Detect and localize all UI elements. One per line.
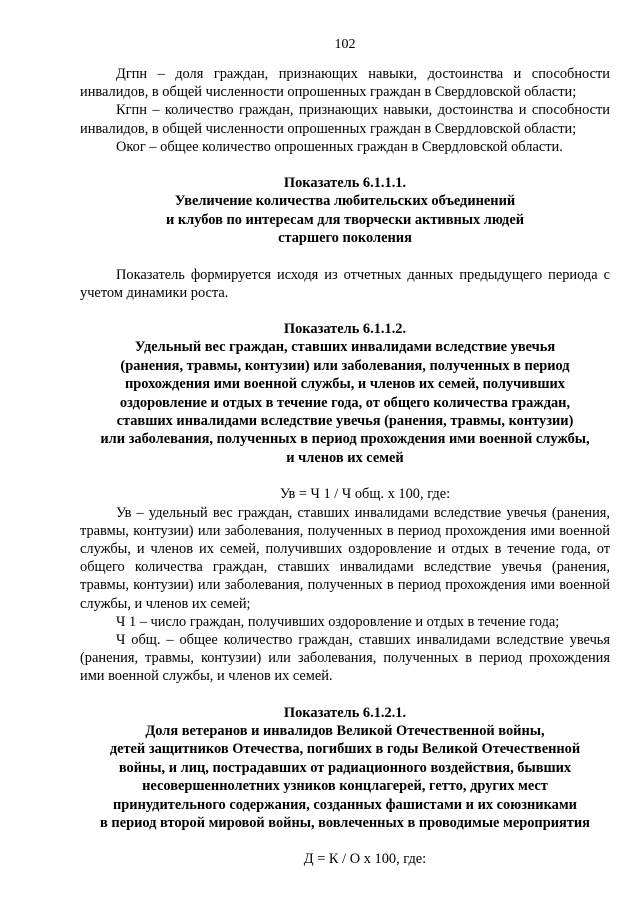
indicator-title-line: или заболевания, полученных в период прохождения ими военной службы, [100, 431, 590, 448]
definition-uv: Ув – удельный вес граждан, ставших инвалидами вследствие увечья (ранения, травмы, контузии) или заболевания, полученных в период прохождения ими военной службы, и членов их семей, получивших оздоровление и отдых в течение года, от общего количества граждан, ставших инвалидами вследствие увечья (ранения, травмы, контузии) или заболевания, полученных в период прохождения ими военной службы, и членов их семей; [80, 504, 610, 612]
indicator-label: Показатель 6.1.2.1. [283, 704, 407, 721]
indicator-title-line: несовершеннолетних узников концлагерей, гетто, других мест [142, 778, 548, 795]
document-page [80, 36, 610, 869]
indicator-title-line: принудительного содержания, созданных фашистами и их союзниками [113, 796, 577, 813]
formula-d: Д = К / О х 100, где: [303, 851, 427, 868]
indicator-label: Показатель 6.1.1.1. [283, 175, 407, 192]
indicator-title-line: Увеличение количества любительских объединений [174, 193, 516, 210]
indicator-label: Показатель 6.1.1.2. [283, 321, 407, 338]
definition-kgpn: Кгпн – количество граждан, признающих навыки, достоинства и способности инвалидов, в общей численности опрошенных граждан в Свердловской области; [80, 102, 610, 137]
definition-dgpn: Дгпн – доля граждан, признающих навыки, достоинства и способности инвалидов, в общей численности опрошенных граждан в Свердловской области; [80, 66, 610, 101]
indicator-title-line: и клубов по интересам для творчески активных людей [165, 211, 525, 228]
formula-uv: Ув = Ч 1 / Ч общ. х 100, где: [279, 486, 451, 503]
indicator-title-line: старшего поколения [278, 230, 412, 247]
indicator-title-line: ставших инвалидами вследствие увечья (ранения, травмы, контузии) [116, 413, 574, 430]
indicator-title-line: Удельный вес граждан, ставших инвалидами вследствие увечья [134, 339, 556, 356]
indicator-6-1-2-1-heading [80, 704, 610, 833]
indicator-6-1-1-2-heading [80, 320, 610, 467]
indicator-6-1-1-1-heading [80, 174, 610, 248]
indicator-title-line: войны, и лиц, пострадавших от радиационного воздействия, бывших [118, 759, 572, 776]
indicator-6-1-1-1-text: Показатель формируется исходя из отчетных данных предыдущего периода с учетом динамики роста. [80, 266, 610, 301]
indicator-title-line: Доля ветеранов и инвалидов Великой Отечественной войны, [145, 722, 545, 739]
indicator-title-line: оздоровление и отдых в течение года, от общего количества граждан, [119, 394, 571, 411]
indicator-title-line: прохождения ими военной службы, и членов их семей, получивших [125, 376, 565, 393]
indicator-title-line: (ранения, травмы, контузии) или заболевания, полученных в период [120, 357, 570, 374]
definition-okog: Оког – общее количество опрошенных граждан в Свердловской области. [116, 138, 563, 155]
definition-ch1: Ч 1 – число граждан, получивших оздоровление и отдых в течение года; [116, 613, 560, 630]
definition-ch-total: Ч общ. – общее количество граждан, ставших инвалидами вследствие увечья (ранения, травмы, контузии) или заболевания, полученных в период прохождения ими военной службы, и членов их семей. [80, 631, 610, 685]
indicator-title-line: в период второй мировой войны, вовлеченных в проводимые мероприятия [100, 814, 590, 831]
page-number: 102 [334, 37, 356, 52]
indicator-title-line: и членов их семей [286, 449, 404, 466]
indicator-title-line: детей защитников Отечества, погибших в годы Великой Отечественной [109, 741, 581, 758]
